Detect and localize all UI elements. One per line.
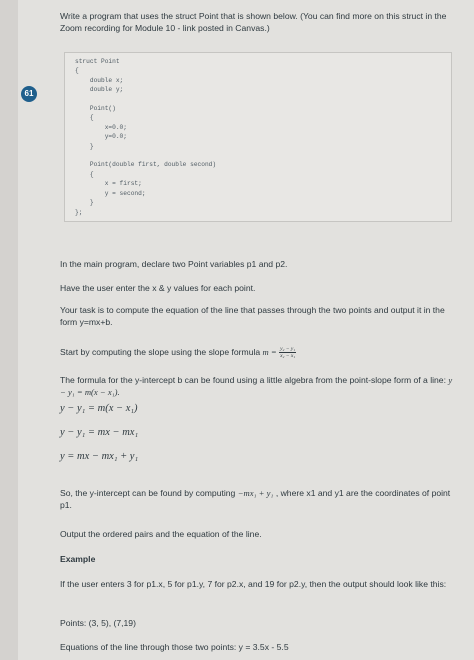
struct-code: struct Point { double x; double y; Point() { x=0.0; y=0.0; } Point(double first, double second) { x = first; y = second; } }; (75, 58, 217, 216)
equation-step-3: y = mx − mx₁ + y₁ (60, 451, 139, 462)
slope-numerator: y₂ − y₁ (280, 346, 296, 353)
output-paragraph: Output the ordered pairs and the equation of the line. (60, 529, 262, 539)
slope-fraction (279, 346, 296, 359)
equation-step-1: y − y₁ = m(x − x₁) (60, 403, 138, 414)
intercept-lead-text: The formula for the y-intercept b can be found using a little algebra from the point-slope form of a line: (60, 375, 449, 385)
intro-paragraph: Write a program that uses the struct Point that is shown below. (You can find more on this struct in the Zoom recording for Module 10 - link posted in Canvas.) (60, 11, 447, 33)
intercept-expression: −mx₁ + y₁ (237, 488, 274, 498)
so-tail-text: , where x1 and y1 are the coordinates of point p1. (60, 488, 451, 510)
code-block (64, 52, 452, 222)
task-paragraph: Your task is to compute the equation of the line that passes through the two points and output it in the form y=mx+b. (60, 305, 445, 327)
slope-paragraph (60, 346, 460, 359)
slope-denominator: x₂ − x₁ (280, 353, 296, 360)
document-page (18, 0, 474, 660)
question-number-badge: 61 (21, 86, 37, 102)
so-lead-text: So, the y-intercept can be found by computing (60, 488, 238, 498)
slope-lhs: m = (262, 347, 277, 357)
point-slope-form: y − y₁ = m(x − x₁). (60, 375, 453, 397)
example-heading: Example (60, 554, 96, 564)
example-equation-output: Equations of the line through those two points: y = 3.5x - 5.5 (60, 642, 289, 652)
user-enter-paragraph: Have the user enter the x & y values for each point. (60, 283, 256, 293)
example-paragraph: If the user enters 3 for p1.x, 5 for p1.y, 7 for p2.x, and 19 for p2.y, then the output should look like this: (60, 579, 447, 589)
intercept-computation-paragraph (60, 487, 460, 511)
main-program-paragraph: In the main program, declare two Point variables p1 and p2. (60, 259, 288, 269)
intercept-paragraph (60, 374, 460, 398)
slope-lead-text: Start by computing the slope using the slope formula (60, 347, 263, 357)
example-points-output: Points: (3, 5), (7,19) (60, 618, 136, 628)
equation-step-2: y − y₁ = mx − mx₁ (60, 427, 139, 438)
